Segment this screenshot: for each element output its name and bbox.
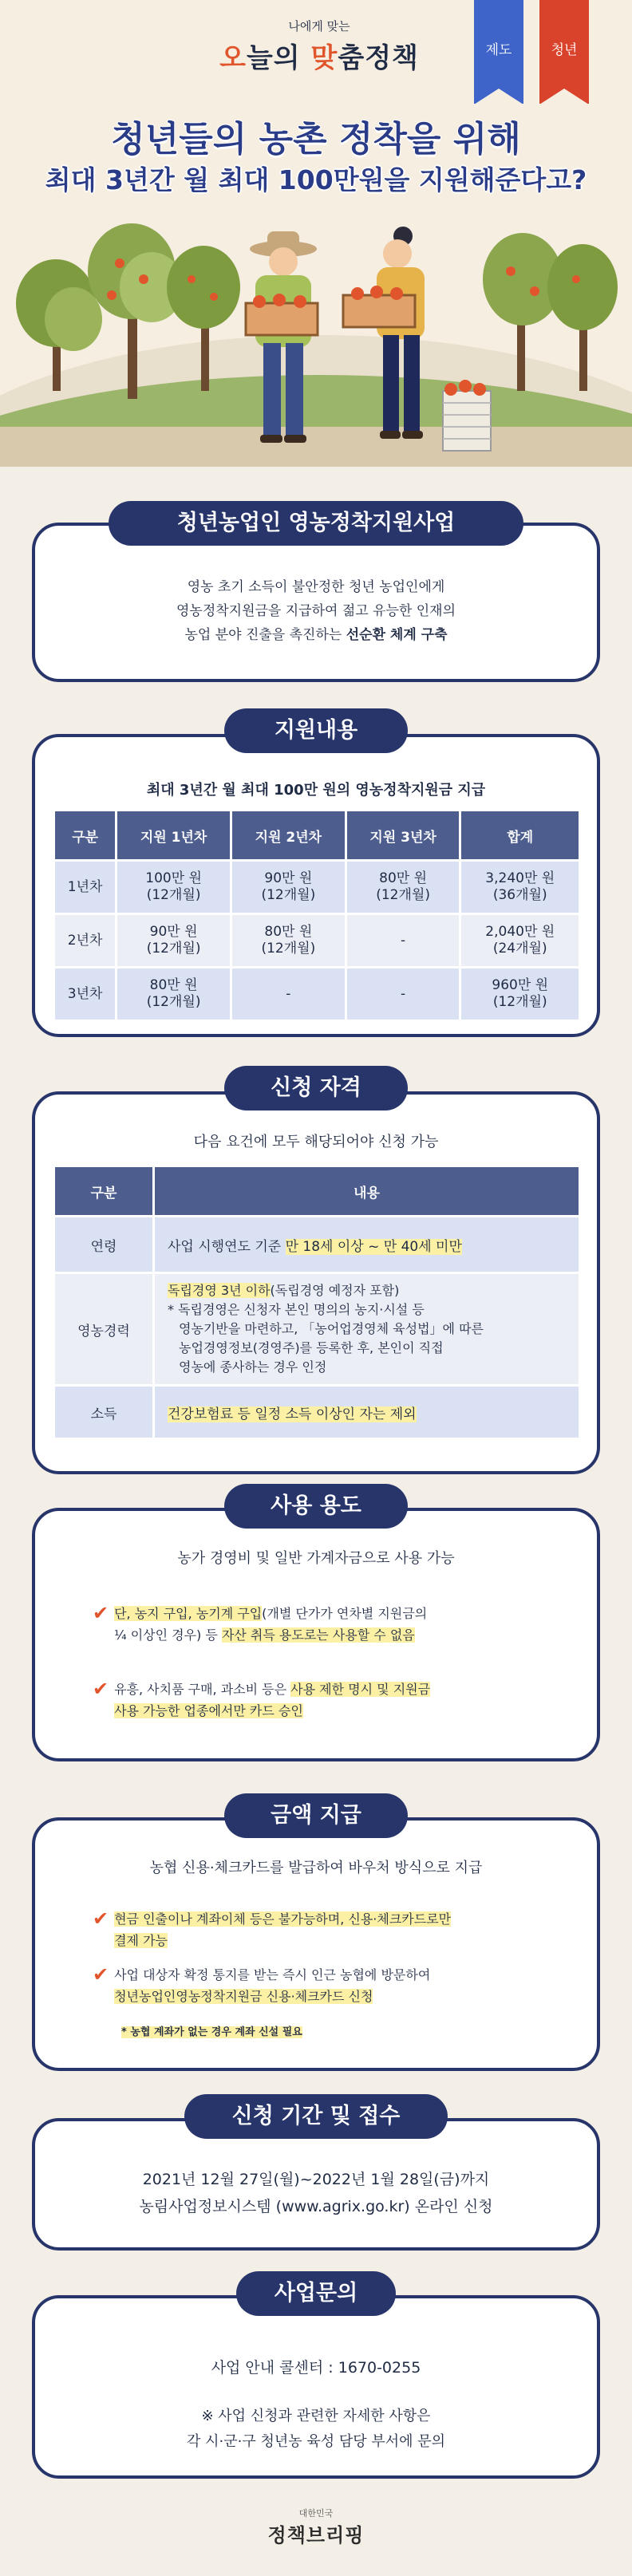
support-cell: - xyxy=(347,915,460,966)
eligibility-header-category: 구분 xyxy=(55,1167,152,1215)
table-row xyxy=(55,1274,579,1384)
section-payment xyxy=(32,1817,600,2071)
farmer-woman-icon xyxy=(343,227,425,439)
usage-item-2-c: 사용 가능한 업종에서만 카드 승인 xyxy=(114,1703,303,1718)
section-program xyxy=(32,523,600,682)
payment-subtitle: 농협 신용·체크카드를 발급하여 바우처 방식으로 지급 xyxy=(149,1860,483,1876)
section-support xyxy=(32,734,600,1037)
usage-item-1-d: 자산 취득 용도로는 사용할 수 없음 xyxy=(221,1627,415,1643)
inquiry-phone: 사업 안내 콜센터 : 1670-0255 xyxy=(211,2359,421,2377)
section-title-program: 청년농업인 영농정착지원사업 xyxy=(109,501,523,546)
table-row xyxy=(55,968,579,1020)
tree-icon xyxy=(167,246,240,391)
basket-icon xyxy=(443,380,491,451)
footer-logo xyxy=(0,2507,632,2547)
eligibility-value-income xyxy=(155,1387,579,1438)
payment-note xyxy=(121,2022,302,2043)
support-cell: 80만 원 (12개월) xyxy=(232,915,345,966)
usage-item-2-a: 유흥, 사치품 구매, 과소비 등은 xyxy=(114,1682,291,1697)
section-inquiry xyxy=(32,2295,600,2479)
tree-icon xyxy=(88,223,184,399)
support-table xyxy=(53,809,581,1022)
inquiry-note xyxy=(35,2404,597,2455)
support-cell: - xyxy=(347,968,460,1020)
inquiry-line2: ※ 사업 신청과 관련한 자세한 사항은 xyxy=(201,2408,431,2424)
period-line2: 농림사업정보시스템 (www.agrix.go.kr) 온라인 신청 xyxy=(139,2198,493,2215)
payment-item-2-text xyxy=(114,1964,569,2007)
hero-title-line2: 최대 3년간 월 최대 100만원을 지원해준다고? xyxy=(45,164,587,195)
career-highlight: 독립경영 3년 이하 xyxy=(168,1283,271,1298)
brand-subtitle: 나에게 맞는 xyxy=(288,19,350,34)
program-line3 xyxy=(35,623,597,647)
section-title-support: 지원내용 xyxy=(224,708,408,753)
program-line1: 영농 초기 소득이 불안정한 청년 농업인에게 xyxy=(187,579,445,595)
support-cell: 2년차 xyxy=(55,915,115,966)
eligibility-label-career: 영농경력 xyxy=(55,1274,152,1384)
hero-banner xyxy=(0,0,632,467)
brand-mid: 늘의 xyxy=(246,42,311,74)
eligibility-header-content: 내용 xyxy=(155,1167,579,1215)
eligibility-subtitle: 다음 요건에 모두 해당되어야 신청 가능 xyxy=(193,1134,439,1150)
support-cell: 3,240만 원 (36개월) xyxy=(461,862,579,913)
payment-item-1-text xyxy=(114,1908,569,1951)
support-subtitle: 최대 3년간 월 최대 100만 원의 영농정착지원금 지급 xyxy=(146,782,486,799)
farmer-man-icon xyxy=(246,231,318,443)
payment-item-2-b: 청년농업인영농정착지원금 신용·체크카드 신청 xyxy=(114,1989,373,2004)
career-line2: * 독립경영은 신청자 본인 명의의 농지·시설 등 xyxy=(168,1302,425,1317)
support-cell: 1년차 xyxy=(55,862,115,913)
eligibility-label-income: 소득 xyxy=(55,1387,152,1438)
tag-youth xyxy=(539,0,589,104)
brand-mat: 맞 xyxy=(310,42,338,74)
check-icon: ✔ xyxy=(93,1907,109,1930)
brand-title xyxy=(199,36,439,75)
support-cell: 960만 원 (12개월) xyxy=(461,968,579,1020)
support-header-col0: 구분 xyxy=(55,811,115,859)
section-title-payment: 금액 지급 xyxy=(224,1793,408,1838)
payment-item-2-a: 사업 대상자 확정 통지를 받는 즉시 인근 농협에 방문하여 xyxy=(114,1967,431,1982)
tree-icon xyxy=(483,233,563,391)
support-cell: - xyxy=(232,968,345,1020)
eligibility-label-age: 연령 xyxy=(55,1217,152,1272)
table-row xyxy=(55,1217,579,1272)
usage-item-1-b: (개별 단가가 연차별 지원금의 xyxy=(262,1606,428,1621)
support-cell: 90만 원 (12개월) xyxy=(232,862,345,913)
tree-icon xyxy=(547,244,618,391)
usage-item-2-b: 사용 제한 명시 및 지원금 xyxy=(290,1682,431,1697)
footer-small: 대한민국 xyxy=(298,2508,334,2519)
payment-item-1-b: 신용·체크카드로만 xyxy=(348,1911,452,1927)
tag-system xyxy=(474,0,523,104)
section-eligibility xyxy=(32,1091,600,1474)
eligibility-value-career xyxy=(155,1274,579,1384)
tag-youth-label: 청년 xyxy=(551,42,578,58)
program-description xyxy=(35,575,597,647)
usage-item-2 xyxy=(93,1679,571,1722)
career-note: (독립경영 예정자 포함) xyxy=(270,1283,400,1298)
income-highlight: 건강보험료 등 일정 소득 이상인 자는 제외 xyxy=(168,1406,417,1422)
career-line1 xyxy=(168,1281,578,1300)
program-line3-bold: 선순환 체계 구축 xyxy=(346,627,448,643)
age-text: 사업 시행연도 기준 xyxy=(168,1238,286,1255)
usage-item-1-c: ¼ 이상인 경우) 등 xyxy=(114,1627,222,1643)
check-icon: ✔ xyxy=(93,1602,109,1624)
support-cell: 100만 원 (12개월) xyxy=(117,862,230,913)
payment-item-1-a: 현금 인출이나 계좌이체 등은 불가능하며, xyxy=(114,1911,349,1927)
table-row xyxy=(55,862,579,913)
payment-note-text: * 농협 계좌가 없는 경우 계좌 신설 필요 xyxy=(121,2026,302,2038)
support-header-col1: 지원 1년차 xyxy=(117,811,230,859)
support-cell: 90만 원 (12개월) xyxy=(117,915,230,966)
section-title-eligibility: 신청 자격 xyxy=(224,1066,408,1110)
usage-item-1-hl: 단, 농지 구입, 농기계 구입 xyxy=(114,1606,263,1621)
support-cell: 2,040만 원 (24개월) xyxy=(461,915,579,966)
section-title-inquiry: 사업문의 xyxy=(236,2271,396,2316)
table-row xyxy=(55,1387,579,1438)
tag-system-label: 제도 xyxy=(485,42,512,58)
career-line5: 영농에 종사하는 경우 인정 xyxy=(179,1359,327,1375)
payment-item-2 xyxy=(93,1964,571,2007)
support-header-col4: 합계 xyxy=(461,811,579,859)
support-header-col2: 지원 2년차 xyxy=(232,811,345,859)
brand-end: 춤정책 xyxy=(338,42,419,74)
section-usage xyxy=(32,1508,600,1761)
period-text xyxy=(35,2166,597,2220)
check-icon: ✔ xyxy=(93,1678,109,1700)
eligibility-value-age xyxy=(155,1217,579,1272)
support-cell: 80만 원 (12개월) xyxy=(117,968,230,1020)
career-line3: 영농기반을 마련하고, 「농어업경영체 육성법」에 따른 xyxy=(179,1321,484,1336)
program-line2: 영농정착지원금을 지급하여 젊고 유능한 인재의 xyxy=(176,603,456,619)
payment-item-1-c: 결제 가능 xyxy=(114,1933,168,1948)
eligibility-table xyxy=(53,1165,581,1440)
section-title-usage: 사용 용도 xyxy=(224,1484,408,1529)
career-line4: 농업경영정보(경영주)를 등록한 후, 본인이 직접 xyxy=(179,1340,444,1355)
support-cell: 80만 원 (12개월) xyxy=(347,862,460,913)
table-row xyxy=(55,915,579,966)
support-header-col3: 지원 3년차 xyxy=(347,811,460,859)
brand-o: 오 xyxy=(219,42,247,74)
inquiry-line3: 각 시·군·구 청년농 육성 담당 부서에 문의 xyxy=(187,2433,445,2450)
usage-item-1 xyxy=(93,1603,571,1646)
payment-item-1 xyxy=(93,1908,571,1951)
usage-item-1-text xyxy=(114,1603,569,1646)
hero-title-line1: 청년들의 농촌 정착을 위해 xyxy=(111,119,521,160)
program-line3-text: 농업 분야 진출을 촉진하는 xyxy=(184,627,346,643)
period-line1: 2021년 12월 27일(월)~2022년 1월 28일(금)까지 xyxy=(142,2171,490,2188)
section-title-period: 신청 기간 및 접수 xyxy=(184,2094,448,2139)
usage-subtitle: 농가 경영비 및 일반 가계자금으로 사용 가능 xyxy=(177,1550,455,1567)
check-icon: ✔ xyxy=(93,1963,109,1986)
support-cell: 3년차 xyxy=(55,968,115,1020)
brand-logo xyxy=(199,18,439,75)
usage-item-2-text xyxy=(114,1679,569,1722)
footer-title: 정책브리핑 xyxy=(267,2524,365,2546)
age-highlight: 만 18세 이상 ~ 만 40세 미만 xyxy=(285,1238,462,1255)
